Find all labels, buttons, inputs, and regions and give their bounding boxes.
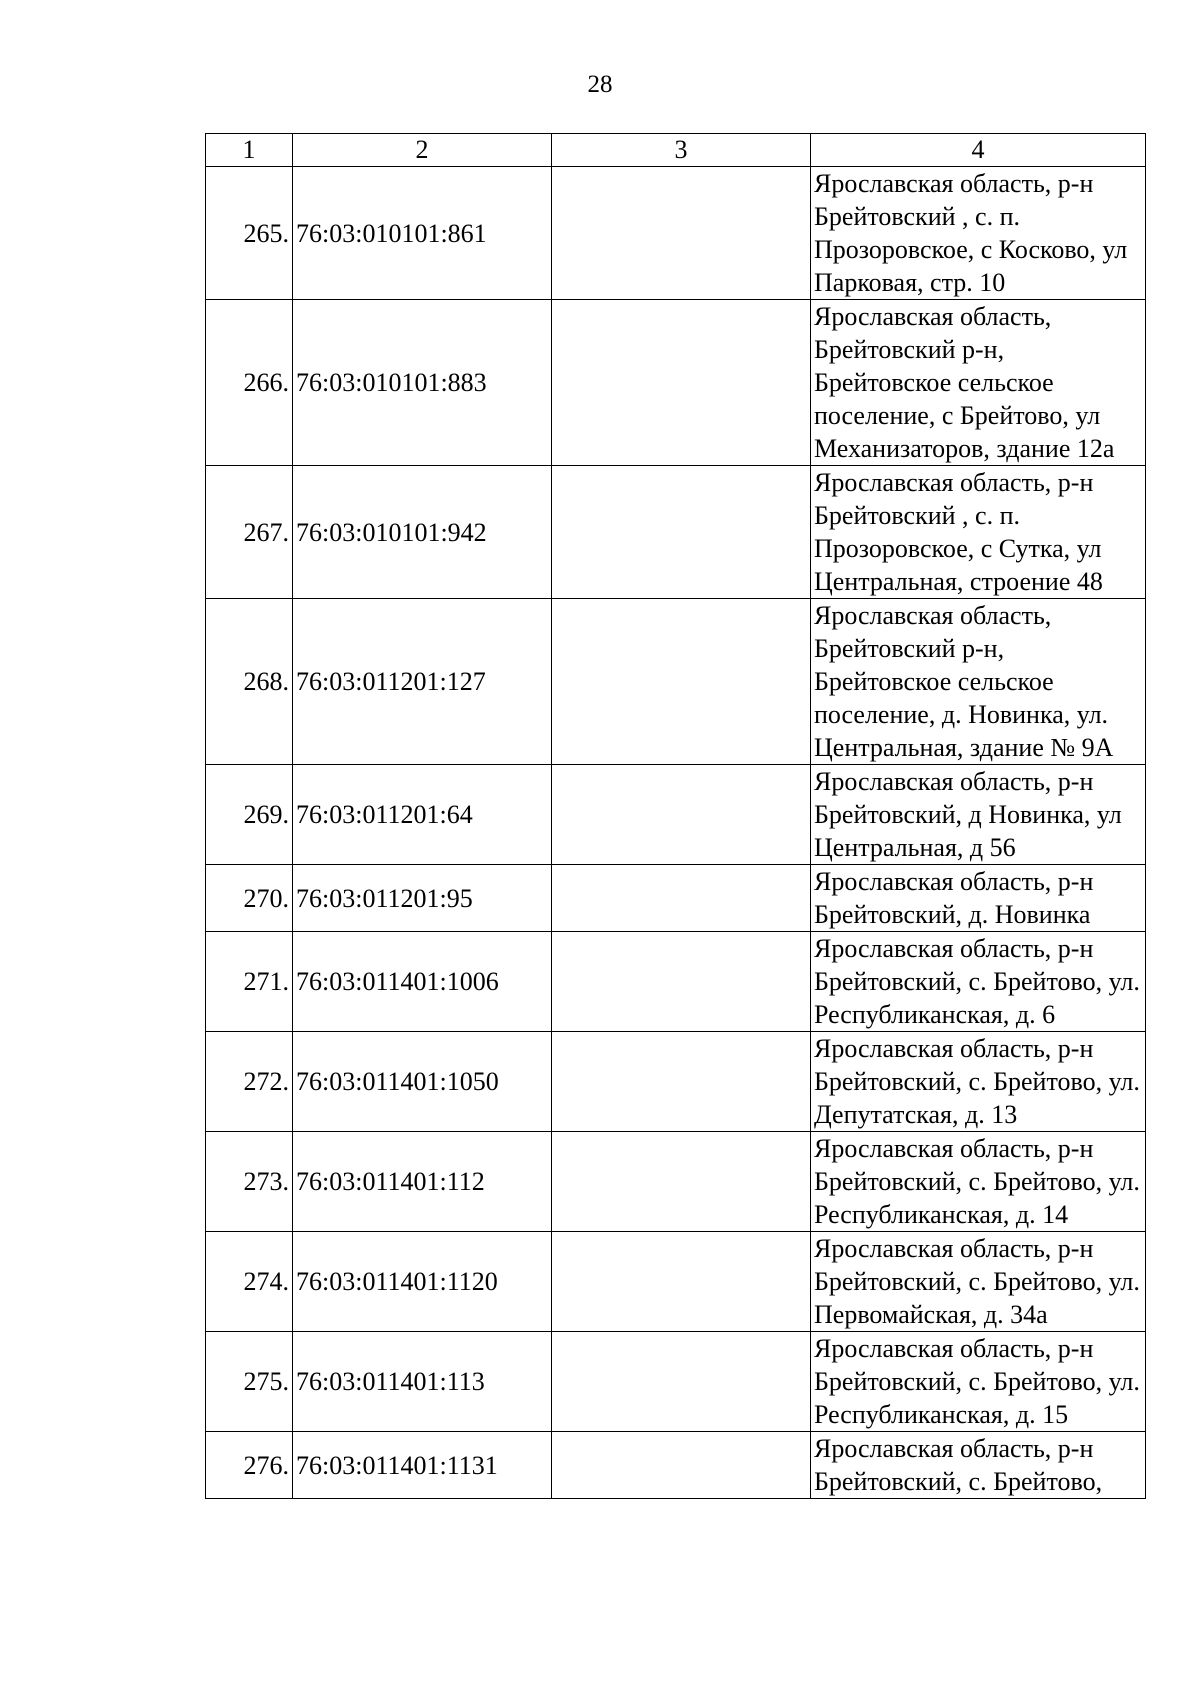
row-number: 272.: [206, 1032, 293, 1132]
row-number: 275.: [206, 1332, 293, 1432]
table-row: [206, 466, 1146, 599]
table-row: [206, 599, 1146, 765]
column-header-2: 2: [293, 134, 552, 167]
row-number: 276.: [206, 1432, 293, 1499]
column-3-cell: [552, 1032, 811, 1132]
row-number: 268.: [206, 599, 293, 765]
address-cell: Ярославская область, Брейтовский р-н, Брейтовское сельское поселение, с Брейтово, ул Механизаторов, здание 12а: [811, 300, 1146, 466]
address-cell: Ярославская область, р-н Брейтовский , с. п. Прозоровское, с Косково, ул Парковая, стр. 10: [811, 167, 1146, 300]
column-3-cell: [552, 599, 811, 765]
address-cell: Ярославская область, р-н Брейтовский , с. п. Прозоровское, с Сутка, ул Центральная, строение 48: [811, 466, 1146, 599]
column-header-4: 4: [811, 134, 1146, 167]
address-cell: Ярославская область, р-н Брейтовский, с. Брейтово, ул. Депутатская, д. 13: [811, 1032, 1146, 1132]
cadastral-number: 76:03:011201:64: [293, 765, 552, 865]
cadastral-number: 76:03:010101:883: [293, 300, 552, 466]
header-row: [206, 134, 1146, 167]
address-cell: Ярославская область, р-н Брейтовский, д Новинка, ул Центральная, д 56: [811, 765, 1146, 865]
table-row: [206, 1032, 1146, 1132]
address-cell: Ярославская область, р-н Брейтовский, с. Брейтово, ул. Республиканская, д. 15: [811, 1332, 1146, 1432]
cadastral-number: 76:03:011401:1120: [293, 1232, 552, 1332]
column-3-cell: [552, 765, 811, 865]
row-number: 265.: [206, 167, 293, 300]
cadastral-number: 76:03:010101:861: [293, 167, 552, 300]
cadastral-number: 76:03:011401:1131: [293, 1432, 552, 1499]
cadastral-number: 76:03:011401:113: [293, 1332, 552, 1432]
address-cell: Ярославская область, р-н Брейтовский, с. Брейтово, ул. Первомайская, д. 34а: [811, 1232, 1146, 1332]
table-row: [206, 1132, 1146, 1232]
table-row: [206, 1232, 1146, 1332]
table-row: [206, 300, 1146, 466]
column-3-cell: [552, 1232, 811, 1332]
cadastral-number: 76:03:011201:95: [293, 865, 552, 932]
table-row: [206, 1432, 1146, 1499]
column-3-cell: [552, 167, 811, 300]
column-3-cell: [552, 1432, 811, 1499]
page-number: 28: [587, 71, 613, 98]
cadastral-number: 76:03:010101:942: [293, 466, 552, 599]
column-3-cell: [552, 466, 811, 599]
address-cell: Ярославская область, Брейтовский р-н, Брейтовское сельское поселение, д. Новинка, ул. Центральная, здание № 9А: [811, 599, 1146, 765]
address-cell: Ярославская область, р-н Брейтовский, с. Брейтово, ул. Республиканская, д. 14: [811, 1132, 1146, 1232]
address-cell: Ярославская область, р-н Брейтовский, с. Брейтово,: [811, 1432, 1146, 1499]
address-cell: Ярославская область, р-н Брейтовский, д. Новинка: [811, 865, 1146, 932]
table-row: [206, 765, 1146, 865]
cadastral-number: 76:03:011401:112: [293, 1132, 552, 1232]
address-cell: Ярославская область, р-н Брейтовский, с. Брейтово, ул. Республиканская, д. 6: [811, 932, 1146, 1032]
row-number: 271.: [206, 932, 293, 1032]
column-3-cell: [552, 1132, 811, 1232]
table-body: [206, 167, 1146, 1499]
cadastral-number: 76:03:011401:1050: [293, 1032, 552, 1132]
column-header-3: 3: [552, 134, 811, 167]
table-row: [206, 865, 1146, 932]
row-number: 267.: [206, 466, 293, 599]
row-number: 274.: [206, 1232, 293, 1332]
column-3-cell: [552, 300, 811, 466]
row-number: 269.: [206, 765, 293, 865]
column-3-cell: [552, 865, 811, 932]
cadastral-number: 76:03:011201:127: [293, 599, 552, 765]
registry-table: [205, 133, 1146, 1499]
column-3-cell: [552, 932, 811, 1032]
table-row: [206, 1332, 1146, 1432]
column-header-1: 1: [206, 134, 293, 167]
row-number: 270.: [206, 865, 293, 932]
row-number: 266.: [206, 300, 293, 466]
column-3-cell: [552, 1332, 811, 1432]
table-row: [206, 932, 1146, 1032]
cadastral-number: 76:03:011401:1006: [293, 932, 552, 1032]
row-number: 273.: [206, 1132, 293, 1232]
table-row: [206, 167, 1146, 300]
